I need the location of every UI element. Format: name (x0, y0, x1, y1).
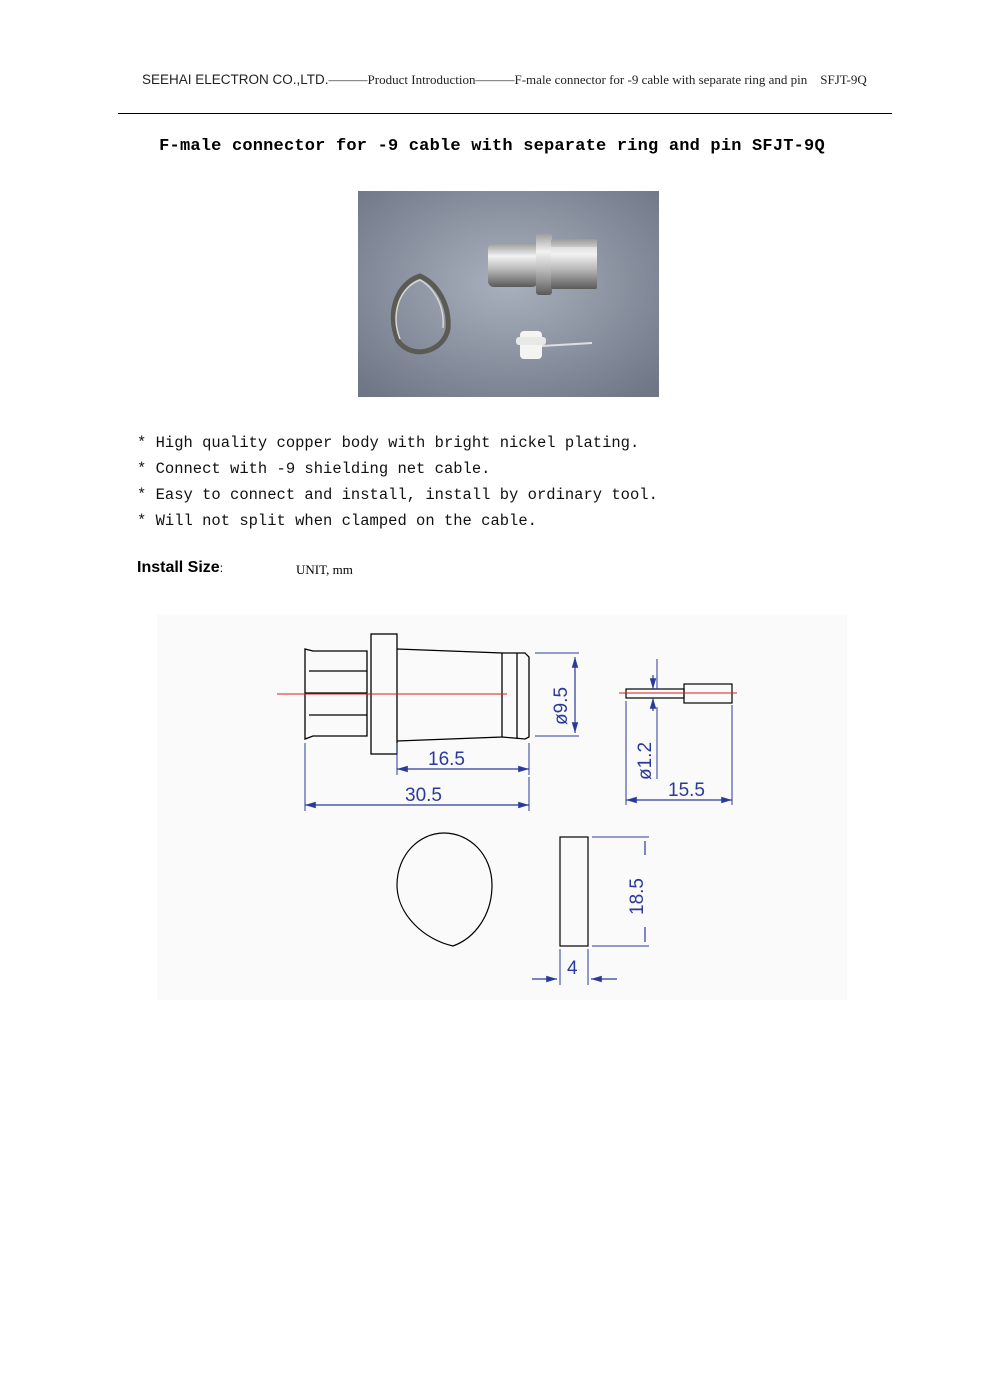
dim-label-length-pin: 15.5 (668, 780, 705, 801)
feature-item: * Connect with -9 shielding net cable. (137, 460, 491, 478)
page-header (142, 70, 882, 89)
dim-label-length-sleeve: 16.5 (428, 749, 465, 770)
header-description: ———Product Introduction———F-male connector for -9 cable with separate ring and pin SFJT-9Q (328, 72, 867, 87)
dim-label-ring-width: 4 (567, 958, 578, 979)
product-photo (358, 191, 659, 397)
feature-item: * Easy to connect and install, install by ordinary tool. (137, 486, 658, 504)
dim-label-length-total: 30.5 (405, 785, 442, 806)
page-title: F-male connector for -9 cable with separate ring and pin SFJT-9Q (159, 137, 825, 156)
unit-label: UNIT, mm (296, 562, 353, 577)
feature-item: * Will not split when clamped on the cable. (137, 512, 537, 530)
company-name: SEEHAI ELECTRON CO.,LTD. (142, 72, 329, 87)
feature-item: * High quality copper body with bright nickel plating. (137, 434, 640, 452)
install-size-drawing (157, 615, 847, 1000)
dim-label-diameter-body: ø9.5 (551, 686, 572, 725)
dim-label-ring-height: 18.5 (627, 878, 648, 915)
install-size-label: Install Size: (137, 559, 224, 576)
feature-list (137, 430, 658, 534)
dim-label-diameter-pin: ø1.2 (635, 741, 656, 780)
header-divider (118, 113, 892, 114)
